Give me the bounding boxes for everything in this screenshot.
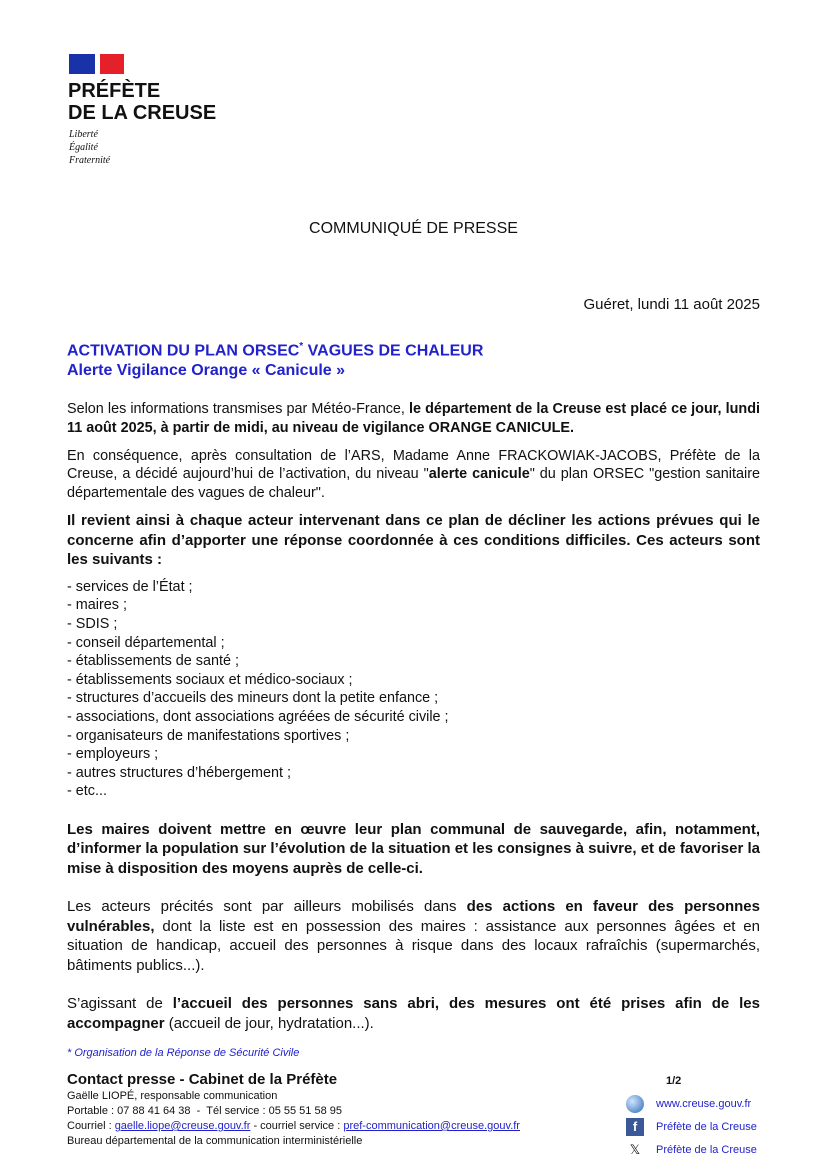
x-label: Préfète de la Creuse (656, 1143, 757, 1156)
paragraph-5 (67, 897, 760, 975)
motto-liberte: Liberté (69, 129, 98, 140)
list-item: - établissements sociaux et médico-sociaux ; (67, 671, 353, 688)
text: En conséquence, après consultation de l’ARS, Madame Anne FRACKOWIAK-JACOBS, Préfète de la Creuse, a décidé aujourd’hui de l’activation, du niveau " (67, 447, 760, 483)
contact-heading: Contact presse - Cabinet de la Préfète (67, 1071, 338, 1088)
title-text: ACTIVATION DU PLAN ORSEC (67, 342, 300, 360)
facebook-link[interactable] (626, 1115, 757, 1138)
footnote-marker: * (299, 341, 304, 352)
actors-list (67, 578, 760, 801)
social-links (626, 1092, 757, 1161)
website-label: www.creuse.gouv.fr (656, 1097, 752, 1110)
x-link[interactable] (626, 1138, 757, 1161)
press-contact (67, 1071, 520, 1149)
list-item: - établissements de santé ; (67, 653, 239, 670)
body (67, 337, 760, 1033)
page-number: 1/2 (666, 1075, 682, 1087)
facebook-icon: f (626, 1118, 644, 1136)
text-bold: alerte canicule (428, 466, 530, 483)
email-label: Courriel : (67, 1120, 115, 1132)
title-text-end: VAGUES DE CHALEUR (303, 342, 484, 360)
motto-egalite: Égalité (69, 142, 98, 153)
text: S’agissant de (67, 995, 173, 1013)
paragraph-2 (67, 447, 760, 503)
list-item: - autres structures d’hébergement ; (67, 764, 291, 781)
text: dont la liste est en possession des maires : assistance aux personnes âgées et en situation de handicap, accueil des personnes à risque dans des locaux rafraîchis (supermarchés, bâtiments publics...). (67, 917, 760, 974)
title (67, 337, 760, 361)
globe-icon (626, 1095, 644, 1113)
paragraph-3: Il revient ainsi à chaque acteur intervenant dans ce plan de décliner les actions prévues qui le concerne afin d’apporter une réponse coordonnée à ces conditions difficiles. Ces acteurs sont les suivants : (67, 512, 760, 569)
list-item: - maires ; (67, 597, 127, 614)
motto-fraternite: Fraternité (69, 155, 111, 166)
document-type: COMMUNIQUÉ DE PRESSE (309, 220, 518, 237)
list-item: - structures d’accueils des mineurs dont la petite enfance ; (67, 690, 439, 707)
list-item: - employeurs ; (67, 746, 159, 763)
date: Guéret, lundi 11 août 2025 (583, 296, 760, 313)
text-bold: l’accueil des personnes sans abri, des mesures ont été prises afin de les accompagner (67, 995, 760, 1032)
text: Selon les informations transmises par Météo-France, (67, 401, 409, 418)
paragraph-1 (67, 400, 760, 437)
list-item: - SDIS ; (67, 615, 118, 632)
org-name (68, 80, 216, 124)
motto (69, 128, 110, 167)
contact-phones: Portable : 07 88 41 64 38 - Tél service : 05 55 51 58 95 (67, 1105, 342, 1117)
contact-bureau: Bureau départemental de la communication interministérielle (67, 1135, 363, 1147)
list-item: - organisateurs de manifestations sportives ; (67, 727, 350, 744)
text: Les acteurs précités sont par ailleurs mobilisés dans (67, 898, 467, 916)
website-link[interactable] (626, 1092, 757, 1115)
text: " du plan ORSEC "gestion sanitaire départementale des vagues de chaleur". (67, 466, 760, 501)
text-bold: le département de la Creuse est placé ce jour, lundi 11 août 2025, à partir de midi, au niveau de vigilance ORANGE CANICULE. (67, 401, 760, 436)
list-item: - services de l’État ; (67, 578, 193, 595)
x-icon: 𝕏 (629, 1141, 641, 1157)
contact-emails (67, 1119, 520, 1134)
contact-name: Gaëlle LIOPÉ, responsable communication (67, 1090, 278, 1102)
paragraph-4: Les maires doivent mettre en œuvre leur plan communal de sauvegarde, afin, notamment, d’informer la population sur l’évolution de la situation et les consignes à suivre, et de favoriser la mise à disposition des moyens auprès de celle-ci. (67, 820, 760, 877)
list-item: - associations, dont associations agréées de sécurité civile ; (67, 708, 449, 725)
service-email-label: - courriel service : (250, 1120, 344, 1132)
marianne-flag-logo (69, 54, 124, 74)
list-item: - conseil départemental ; (67, 634, 225, 651)
email-link[interactable]: gaelle.liope@creuse.gouv.fr (114, 1120, 251, 1132)
list-item: - etc... (67, 783, 107, 800)
service-email-link[interactable]: pref-communication@creuse.gouv.fr (343, 1120, 520, 1132)
text: (accueil de jour, hydratation...). (164, 1014, 374, 1032)
org-line1: PRÉFÈTE (68, 80, 161, 102)
org-line2: DE LA CREUSE (68, 102, 217, 124)
subtitle: Alerte Vigilance Orange « Canicule » (67, 362, 346, 380)
text-bold: des actions en faveur des personnes vulnérables, (67, 898, 760, 935)
paragraph-6 (67, 994, 760, 1033)
facebook-label: Préfète de la Creuse (656, 1120, 757, 1133)
footnote: * Organisation de la Réponse de Sécurité Civile (67, 1047, 300, 1059)
